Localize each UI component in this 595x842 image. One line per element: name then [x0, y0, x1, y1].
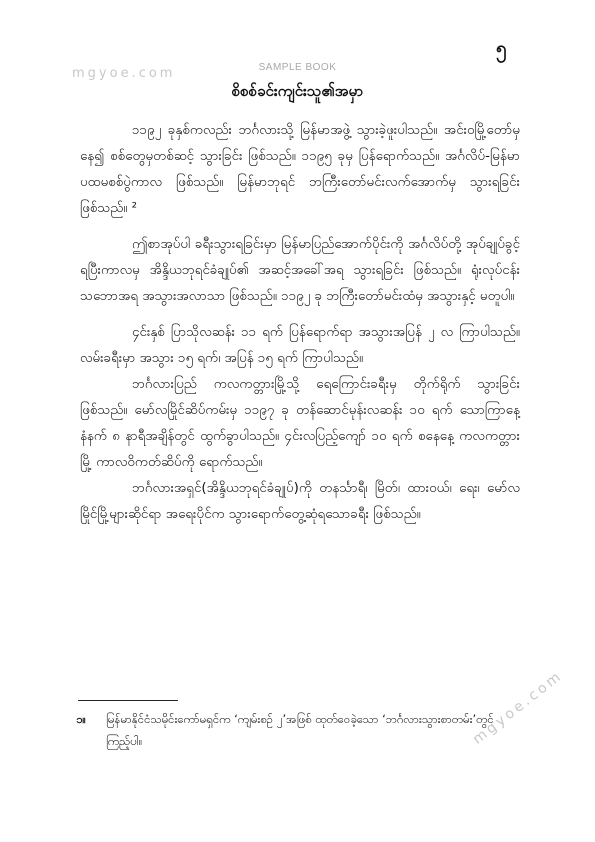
- body-text: [80, 118, 520, 528]
- paragraph: ၁၁၉၂ ခုနှစ်ကလည်း ဘင်္ဂလားသို့ မြန်မာအဖွဲ့ သွားခဲ့ဖူးပါသည်။ အင်းဝမြို့တော်မှနေ၍ စစ်တွေမှတစ်ဆင့် သွားခြင်း ဖြစ်သည်။ ၁၁၉၅ ခုမှ ပြန်ရောက်သည်။ အင်္ဂလိပ်-မြန်မာ ပထမစစ်ပွဲကာလ ဖြစ်သည်။ မြန်မာဘုရင် ဘကြီးတော်မင်းလက်အောက်မှ သွားရခြင်း ဖြစ်သည်။ ²: [80, 123, 520, 216]
- paragraph: ဤစာအုပ်ပါ ခရီးသွားရခြင်းမှာ မြန်မာပြည်အောက်ပိုင်းကို အင်္ဂလိပ်တို့ အုပ်ချုပ်ခွင့်ရပြီးကာလမှ အိန္ဒိယဘုရင်ခံချုပ်၏ အဆင့်အခေါ်အရ သွားရခြင်း ဖြစ်သည်။ ရုံးလုပ်ငန်းသဘောအရ အသွားအလာသာ ဖြစ်သည်။ ၁၁၉၂ ခု ဘကြီးတော်မင်းထံမှ အသွားနှင့် မတူပါ။: [80, 237, 520, 304]
- page-number: ၅: [496, 37, 507, 59]
- paragraph: ဘင်္ဂလားအရှင်(အိန္ဒိယဘုရင်ခံချုပ်)ကို တနင်္သာရီ၊ မြိတ်၊ ထားဝယ်၊ ရေး၊ မော်လမြိုင်မြို့များဆိုင်ရာ အရေးပိုင်က သွားရောက်တွေ့ဆုံရသောခရီး ဖြစ်သည်။: [80, 481, 520, 522]
- footnote: [76, 708, 496, 752]
- paragraph: ဘင်္ဂလားပြည် ကလကတ္တားမြို့သို့ ရေကြောင်းခရီးမှ တိုက်ရိုက် သွားခြင်း ဖြစ်သည်။ မော်လမြိုင်ဆိပ်ကမ်းမှ ၁၁၉၇ ခု တန်ဆောင်မုန်းလဆန်း ၁၀ ရက် သောကြာနေ့ နံနက် ၈ နာရီအချိန်တွင် ထွက်ခွာပါသည်။ ၄င်းလပြည့်ကျော် ၁၀ ရက် စနေနေ့ ကလကတ္တားမြို့ ကာလဝိကတ်ဆိပ်ကို ရောက်သည်။: [80, 377, 520, 470]
- sample-book-label: SAMPLE BOOK: [258, 62, 337, 73]
- watermark-top: mgyoe.com: [72, 66, 176, 81]
- footnote-divider: [78, 700, 178, 701]
- chapter-title: စိစစ်ခင်းကျင်းသူ၏အမှာ: [231, 82, 364, 100]
- watermark-bottom: mgyoe.com: [470, 667, 567, 748]
- footnote-text: မြန်မာနိုင်ငံသမိုင်းကော်မရှင်က ‘ကျမ်းစဉ် ၂’အဖြစ် ထုတ်ဝေခဲ့သော ‘ဘင်္ဂလားသွားစာတမ်း’တွင် ကြည့်ပါ။: [106, 712, 494, 748]
- footnote-number: ၁။: [76, 712, 86, 726]
- paragraph: ၄င်းနှစ် ပြာသိုလဆန်း ၁၁ ရက် ပြန်ရောက်ရာ အသွားအပြန် ၂ လ ကြာပါသည်။ လမ်းခရီးမှာ အသွား ၁၅ ရက်၊ အပြန် ၁၅ ရက် ကြာပါသည်။: [80, 325, 520, 366]
